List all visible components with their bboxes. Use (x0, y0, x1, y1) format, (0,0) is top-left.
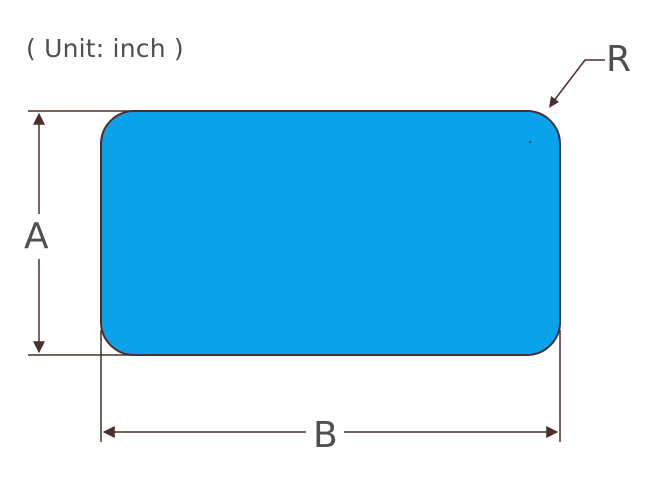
height-dimension-label: A (24, 216, 49, 257)
width-dimension-label: B (313, 415, 338, 456)
radius-dimension-label: R (606, 39, 632, 80)
r-leader-arrowhead (549, 96, 559, 108)
rounded-rectangle-shape (101, 111, 560, 355)
r-leader-line (553, 60, 605, 102)
shape-dot (529, 141, 531, 143)
unit-label: ( Unit: inch ) (26, 34, 184, 63)
